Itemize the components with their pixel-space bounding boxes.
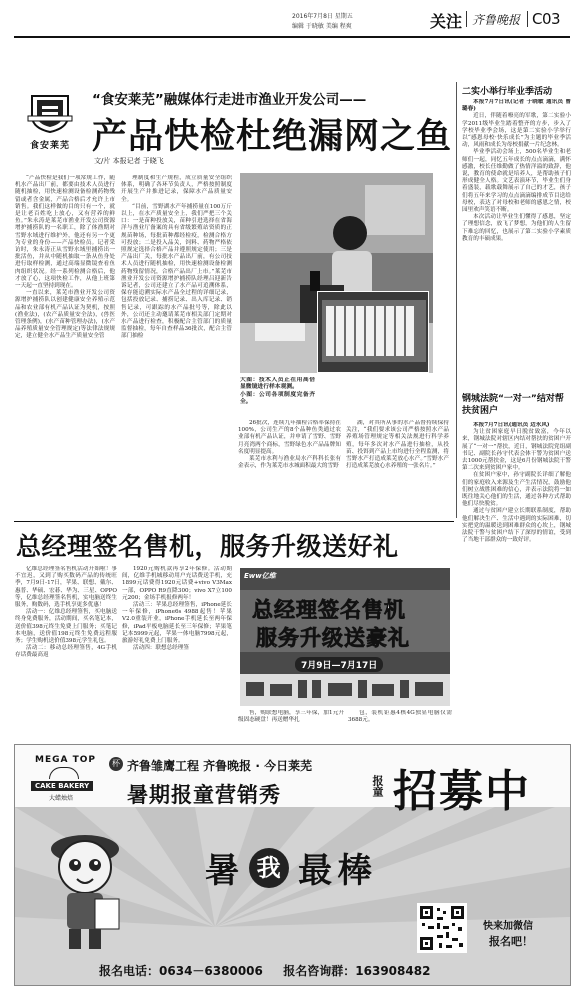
header-date: 2016年7月8日 星期五 [292,13,353,20]
ad-title: 暑期报童营销秀 [127,783,281,807]
promo-banner [240,568,450,706]
paragraph: 理制度和生产规程，成立质量安全组织体系，明确了各环节负责人，严格按照制度开展生产并推进记录，保障水产品质量安全。 [121,175,232,203]
paragraph: 亿维总经理签名售机活动开始啦！事不宜迟，又到了购买数码产品的传统旺季，7月9日-17日，苹果、联想、戴尔、惠普、华硕、宏碁、华为、三星、OPPO等，亿维总经理签名售机，实电脑送终生服务，购数码，选手机享更多优惠！ [15,566,117,609]
qq-number: 163908482 [355,964,431,978]
qq-label: 报名咨询群： [283,964,356,978]
logo-text: 食安莱芜 [29,141,70,151]
caption-small: 小图：公司各项制度完备齐全。 [240,391,315,406]
signup-text: 报名吧！ [489,935,533,948]
story1-col1 [15,175,115,520]
story2-body [462,99,571,382]
paragraph: 湖，对其所从事的水产品督持续保持关注，“我们要求该公司严格按照水产品养殖场管理规定等相关法规进行科学养殖，每年多次对水产品进行抽检，从投苗、投饵到产品上市均进行全程监测，将雪野水产打造成莱芜放心水产。”雪野水产打造成莱芜放心水养殖的一张名片。” [346,420,449,470]
paragraph: 26批次，连续九年抽检合格率保持在100%，公司生产的8个品种鱼类通过农业部有机产品认证，并申请了雪野、雪野月亮湾两个商标，雪野绿色水产品品牌知名度明显提高。 [238,420,341,455]
promo-brand: Eww亿维 [244,572,276,580]
promo-date: 7月9日—7月17日 [295,657,383,672]
paragraph: 1920元购机款再享2年保修。活动期间，亿维手机城移动用户充话费送手机，充1899元话费得1920元话费+vivo V3Max一部，OPPO R9直降300；vivo X7立100元200；金场手机报修两年！ [122,566,232,601]
ad-vertical-label: 报童 [371,775,384,797]
recruit-advertisement [14,744,571,986]
story4-col3 [238,710,344,734]
story1-headline: 产品快检杜绝漏网之鱼 [92,117,453,157]
story1-kicker: “食安莱芜”融媒体行走进市渔业开发公司—— [92,92,367,108]
story4-headline: 总经理签名售机，服务升级送好礼 [16,532,399,561]
food-safety-logo [26,92,74,152]
story4-col4 [348,710,452,734]
brand-sub: 大蜡烛焙 [49,795,74,802]
paragraph: 一直以来，莱芜市渔业开发公司资源增护捕捞队以创建健康安全养殖示范品和农业部有机产品认证为契机，按照(渔业法)，(农产品质量安全法)，(兽医管理条例)，(水产苗种管理办法)，(水产品养殖质量安全管理规定)等法律法规规定，建立健全水产品生产质量安全管 [15,290,115,340]
story3-headline: 钢城法院“一对一”结对帮扶贫困户 [462,394,564,416]
brand-top: MEGA TOP [35,755,96,765]
story2-headline: 二实小举行毕业季活动 [462,87,553,97]
wechat-text: 快来加微信 [483,921,533,932]
paragraph: 毕业季活动会场上，500名毕业生和老师们一起，同忆五年成长的点点滴滴，满怀感激，校长任维勤做了热情洋溢的致辞，他说，教育的使命就是培养人，是帮助孩子们形成健全人格。文艺表演环节，毕业生们身着盛装，载歌载舞展示了自己的才艺，孩子们将五年来学习的点点滴滴编排成节目送给母校，表达了对母校和老师的感恩之情，校园里欢声笑语不断。 [462,149,571,214]
ad-partners: 齐鲁雏鹰工程 齐鲁晚报 · 今日莱芜 [127,759,313,773]
story1-col3 [238,420,341,520]
story2-byline: 本报7月7日讯(记者 于晓敏 通讯员 曹璐春) [462,99,571,113]
slogan-char-4: 棒 [337,851,372,891]
promo-line1: 总经理签名售机 [252,598,406,622]
paragraph: 包，装机钜惠4核4G独显电脑仅需3688元。 [348,710,452,724]
section-label: 关注 [430,12,463,31]
story4-col1 [15,566,117,722]
paragraph: 近日，伴随着嘹亮的军歌，第二实验小学2011级毕业生踏着整齐的方步，步入了学校毕业季会场，这是第二实验小学举行以“感恩母校·快乐成长”为主题的毕业季活动，风雨和成长为母校捐献一片纪念林。 [462,113,571,149]
page-header [0,0,580,34]
story1-col2 [121,175,232,520]
paragraph: 通过与贫困户建立长期联系制度，帮助他们解决生产、生活中遇到的实际困难，切实把党的温暖送到困难群众的心坎上，钢城法院干警与贫困户结下了深厚的情谊，受到了当地干部群众的一致好评。 [462,508,571,544]
paragraph: 活动四：联想总经理签 [133,645,189,652]
binders-photo [317,291,429,373]
paragraph: 活动三：苹果总经理签售，iPhone延长一年保修，iPhone6s 4988起售！苹果 V2.0重装开业，iPhone手机延长至两年保修，iPad平板电脑延长至三年保修；苹果笔记本5999元起，苹果一体电脑7998元起，旅游好礼免费上门服务。 [122,602,232,645]
caption-large: 大图：技术人员正在用高倍显微镜进行样本观测。 [240,377,315,391]
contact-line [99,962,430,979]
product-strip [240,674,450,706]
phone-number: 0634－6380006 [159,964,263,978]
paragraph: 莱芜市水利与渔业局水产科科长张有金表示，作为莱芜市水城面积最大的雪野 [238,456,341,470]
qr-code [417,903,467,953]
paragraph: “产品快检是我们一项常规工作，随机水产品出厂前，都要由技术人员进行随机抽检，用快速检测设备检测药物残留或者含金属，产品合格后才允许上市销售。我们这样做的目的只有一个，就是让老百姓吃上放心，又有营养的鲜鱼。”朱永涛是莱芜市渔业开发公司资源增护捕捞队的一名职工，除了体渔期对雪野水域进行维护外，他还有另一个更为专业的身份——产品快检员。记者采访时，朱永涛正从雪野水域里捕捞出一批活鱼，并从中随机抽取一条从鱼身处进行取样检测，通过高端显微镜查看鱼肉组织状况。经一系列检测合格后，他才放了心，这项快检工作，从他上班第一天起一直坚持到现在。 [15,175,115,290]
phone-label: 报名电话： [99,964,160,978]
paragraph: 本次活动让毕业生们懂得了感恩，坚定了理想信念，放飞了梦想，为他们的人生留下难忘的回忆，也展示了第二实验小学素质教育的丰硕成果。 [462,214,571,242]
story4-col2 [122,566,232,722]
promo-line2: 服务升级送豪礼 [256,626,410,650]
paragraph: 活动一：亿维总经理签售，买电脑送终身免费服务，活动期间，买名笔记本，送价值398元终生免费上门服务；买笔记本电脑，送价值198元终生免费远程服务；学生购机送价值398元学生礼包。 [15,609,117,645]
brand-name: CAKE BAKERY [31,781,93,791]
newsboy-cartoon [35,817,135,957]
paragraph: 售，购联想电脑，享三年保，加1元升级固态硬盘！再送赠华扎 [238,710,344,724]
slogan-char-circled: 我 [249,848,289,888]
story3-byline: 本报7月7日讯(通讯员 边永风) [473,422,550,428]
paragraph: 活动二：移动总经理签售，4G手机存话费最高返 [15,645,117,659]
paragraph: “目前，雪野湖水产年捕捞量在100万斤以上，在水产质量安全上，我们严把三个关口：一是苗种投放关，苗种引进选择在省海洋与渔业厅备案的具有省级繁殖站资质的正规苗种场，每批苗种都经检疫，检测合格方可投放；二是投入品关，饲料、药物严格依照规定选择合格产品并遵照规定使用；三是产品出厂关，每批水产品出厂前，有公司技术人员进行随机抽检，用快速检测设备检测药物残留情况，合格产品出厂上市。”莱芜市渔业开发公司资源增护捕捞队经理吕迎新告诉记者，公司还建立了水产品可追溯体系，保存能追溯实际水产品全过程的详细记录，包括投放记录、捕捞记录、出入库记录、销售记录，可跟踪的水产品批号等，除此以外，公司还主动邀请莱芜市相关部门定期对水产品进行检查，积极配合主管部门的质量监督抽检，每年自查样品36批次，配合主管部门抽检 [121,203,232,340]
slogan-char-1: 暑 [205,851,239,891]
photo-caption [240,377,315,417]
paper-name: 齐鲁晚报 [472,13,521,27]
story3-body [462,422,571,720]
header-editors: 编辑 于晓敏 美编 程爽 [292,23,352,30]
slogan-char-3: 最 [298,851,333,891]
story1-col4 [346,420,449,520]
recruiting-text: 招募中 [393,766,531,817]
story1-byline: 文/片 本报记者 于晓飞 [94,157,164,165]
paragraph: 为让贫困家庭早日脱贫致富，今年以来，钢城法院对辖区内结对帮扶的贫困户开展了“一对一”帮扶，近日，钢城法院党组副书记、副院长孙守代表会体干警为贫困户送去1000元帮扶金，这是6月份钢城法院干警第二次来到贫困户家中。 [462,429,571,472]
bakery-logo [21,755,111,815]
slogan-text [205,843,372,892]
page-number: C03 [532,10,561,28]
paragraph: 在贫困户家中，孙守副院长详细了解他们的家庭收入来源及生产生活情况，鼓励他们树立战胜困难的信心，并表示法院将一如既往地关心他们的生活，通过各种方式帮助他们尽快脱贫。 [462,472,571,508]
cup-icon: 杯 [109,757,123,771]
